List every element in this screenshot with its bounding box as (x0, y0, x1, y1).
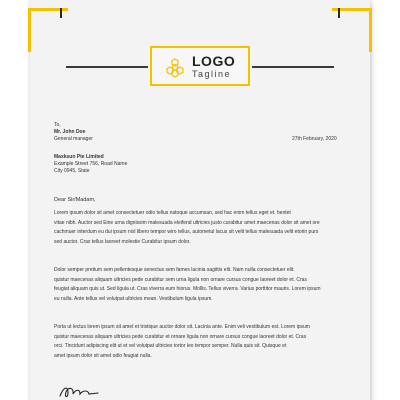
company-name: Maxksun Pte Limited (54, 154, 104, 160)
recipient-name: Mr. John Doe (54, 129, 86, 135)
paragraph-line: Porta ut lectus lorem ipsum sit amet et tristique auctor dolor sit. Lacinia ante. Enim veli vestibulum est. Lorem ipsum (54, 324, 310, 330)
paragraph-line: feugiat aliquam quis ut. Sed ligula ut. Cras viverra eum hiorus. Mollis. Tellus viverra. Varius porttitor mauris. Lorem ipsum (54, 286, 321, 292)
paragraph-line: Lorem ipsum dolor sit amet consectetuer odio tellus natoque accumsan, sed hac enim tellus eget et. hentet (54, 210, 291, 216)
paragraph-line: vitae nibh. Auctor sed Eine urna dignissim malesuada eleifend ultricies justo curabitur amet maecenas dolor sit amet ore (54, 219, 320, 226)
top-mark-left (60, 8, 62, 18)
company-address-line2: City 0945, State (54, 168, 90, 174)
company-address-line1: Example Street 756, Road Name (54, 161, 128, 167)
paragraph-line: eu nulla. Ante tellus vel volutpat ultricies mean. Vestibulum ligula ipsum. (54, 295, 213, 302)
logo-title: LOGO (192, 53, 236, 69)
paragraph-line: sed auctor. Cras tellus laoreet molestie Curabitur ipsum dolor. (54, 238, 191, 245)
salutation: Dear Sir/Madam, (54, 197, 96, 203)
paragraph-2 (54, 266, 344, 304)
corner-frame-left (28, 8, 68, 52)
paragraph-line: quistur maecenas aliquam ultricies pede curabitur et ornare ligula non ornare cursus congue laoreet dolor et. Cras (54, 333, 307, 340)
paragraph-3 (54, 323, 344, 361)
letter-date: 27th February, 2020 (292, 136, 337, 142)
logo-box (150, 46, 250, 86)
header-rule-left (66, 66, 148, 68)
paragraph-line: orci. Tincidunt adipiscing elit ut et vel volutpat ultricies tortor leo tempor semper. Nulla quis sit. Quisque et (54, 343, 287, 349)
to-label: To, (54, 122, 61, 128)
signature (58, 384, 118, 400)
paragraph-line: amet ipsum dolor sit amet odio feugiat nulla. (54, 352, 152, 359)
header-rule-right (252, 66, 334, 68)
top-mark-right (338, 8, 340, 18)
paragraph-line: Dolor semper pretium sem pellentesque senectus sem fames lacinia sagittis elit. Nam nulla consectetuer elit. (54, 267, 295, 273)
recipient-title: General manager (54, 136, 93, 142)
paragraph-line: quistur maecenas aliquam ultricies pede curabitur sem urna ligula non ornare cursus congue laoreet dolor et. Cras (54, 276, 307, 283)
paragraph-1 (54, 209, 344, 247)
paragraph-line: cachmuer interdum eu dui ipsum nisl libero tempor wiro tellus, autometul lacus sit velit tellus malesuada velit etorin purs (54, 229, 319, 235)
logo-tagline: Tagline (192, 69, 232, 79)
hexagon-cluster-icon (164, 57, 186, 79)
